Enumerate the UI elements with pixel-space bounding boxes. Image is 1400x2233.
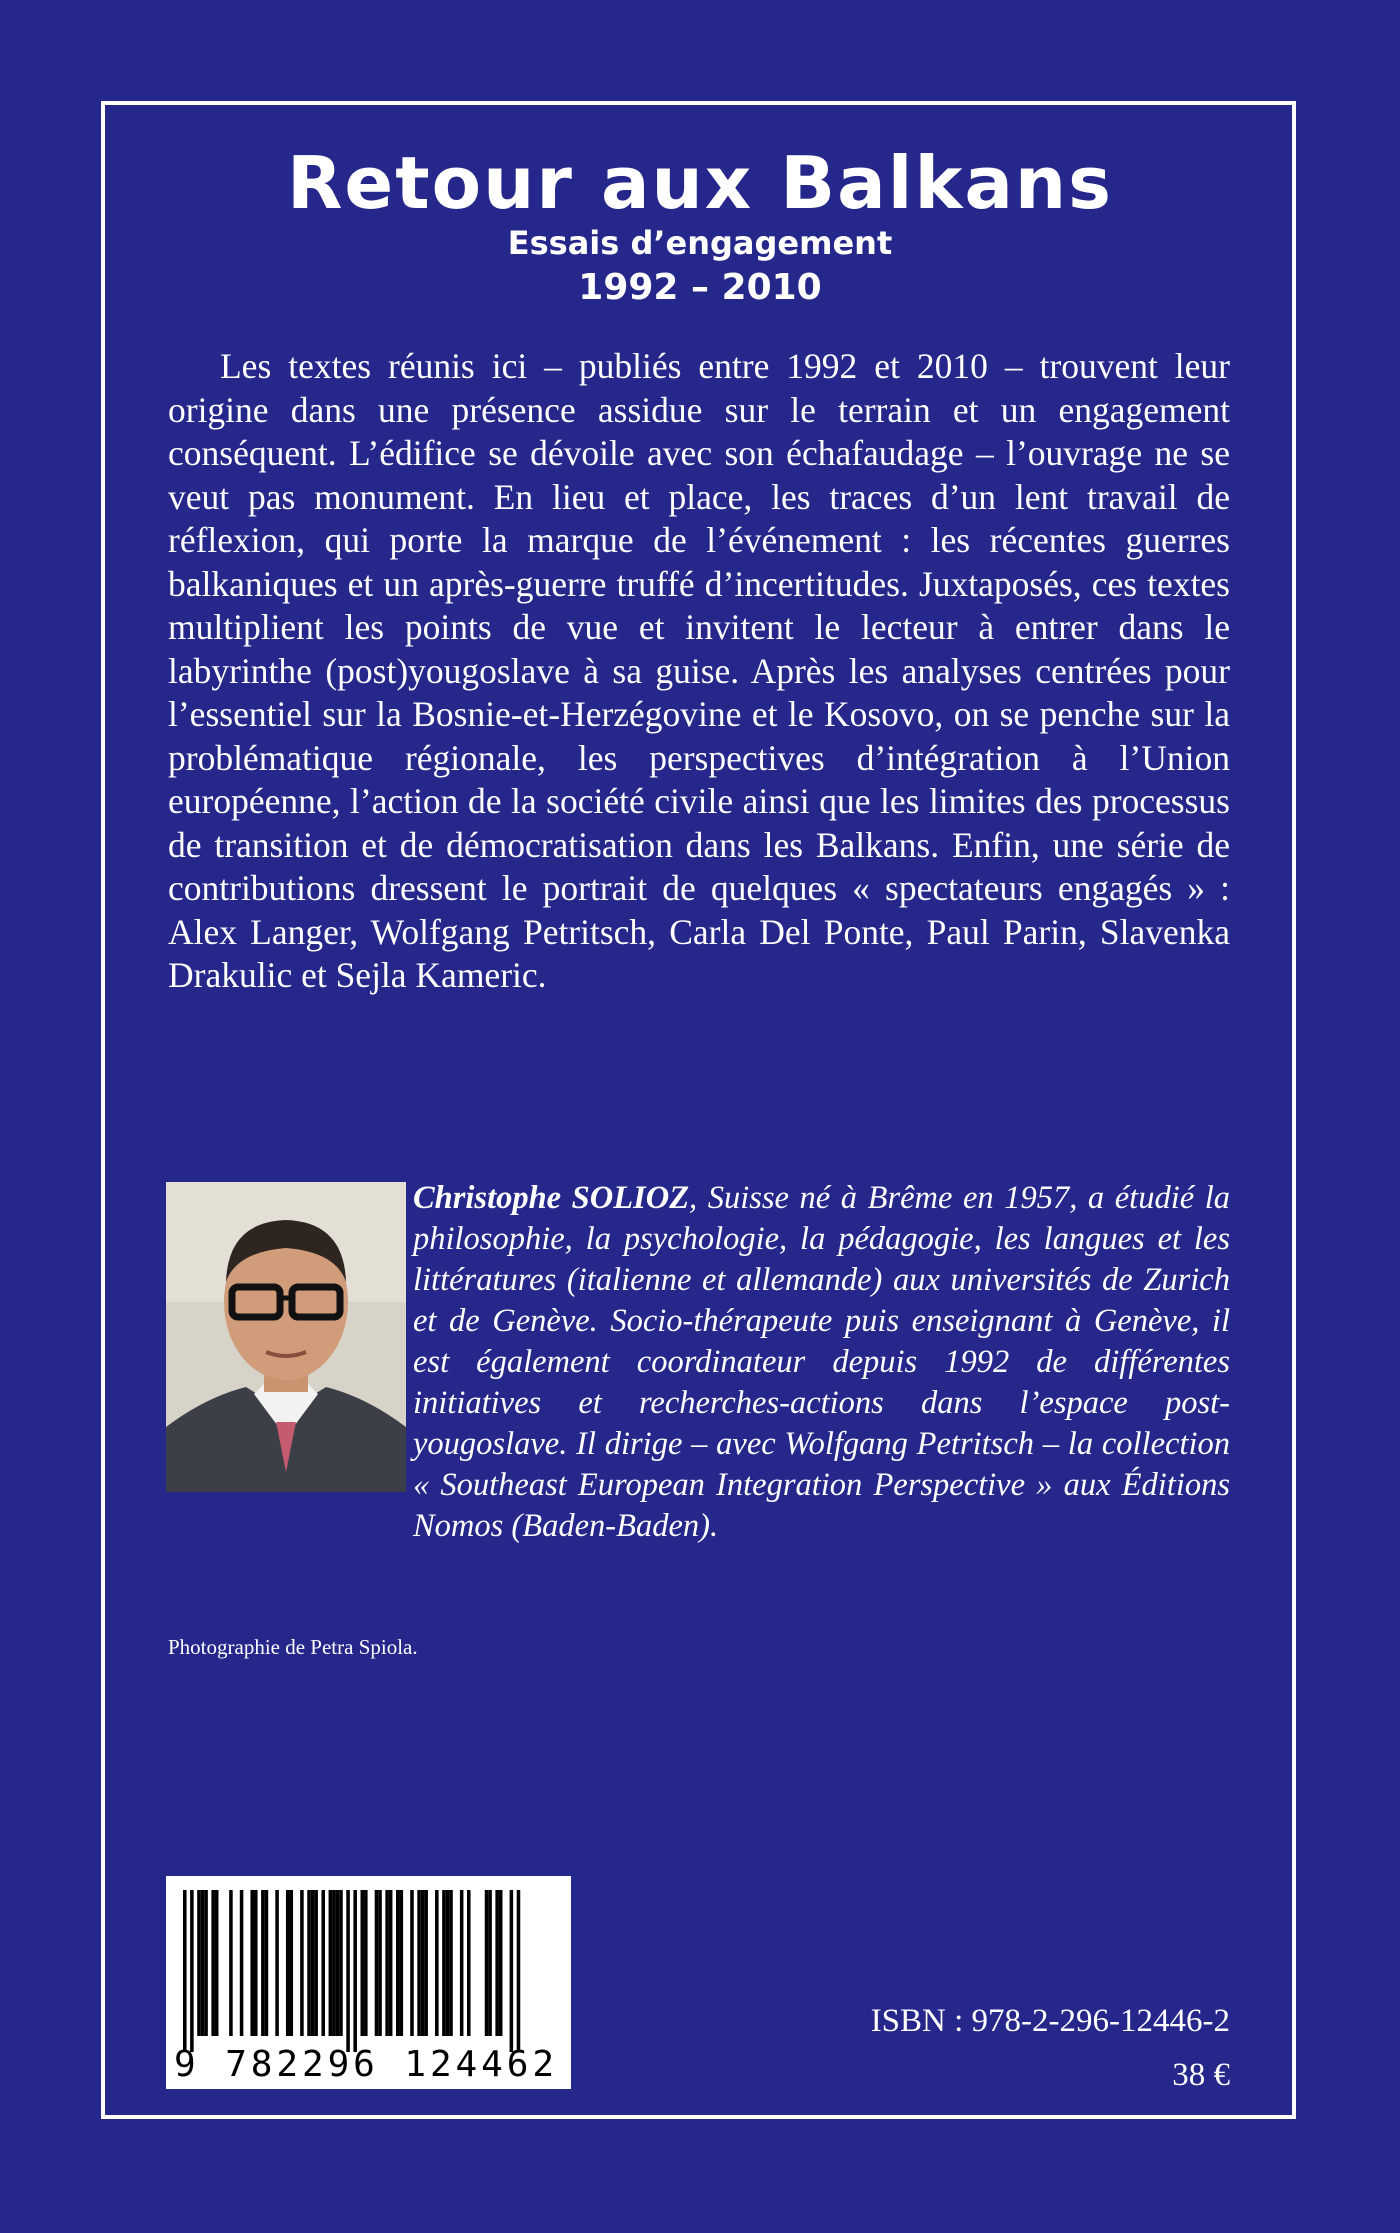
barcode-bar (446, 1890, 450, 2036)
isbn: ISBN : 978-2-296-12446-2 (870, 2003, 1230, 2039)
author-name: Christophe SOLIOZ (413, 1180, 690, 1216)
barcode-bar (485, 1890, 489, 2036)
summary-text: Les textes réunis ici – publiés entre 1992 et 2010 – trouvent leur origine dans une présence assidue sur le terrain et un engagement conséquent. L’édifice se dévoile avec son échafaudage – l’ouvrage ne se veut pas monument. En lieu et place, les traces d’un lent travail de réflexion, qui porte la marque de l’événement : les récentes guerres balkaniques et un après-guerre truffé d’incertitudes. Juxtaposés, ces textes multiplient les points de vue et invitent le lecteur à entrer dans le labyrinthe (post)yougoslave à sa guise. Après les analyses centrées pour l’essentiel sur la Bosnie-et-Herzégovine et le Kosovo, on se penche sur la problématique régionale, les perspectives d’intégration à l’Union européenne, l’action de la société civile ainsi que les limites des processus de transition et de démocratisation dans les Balkans. Enfin, une série de contributions dressent le portrait de quelques « spectateurs engagés » : Alex Langer, Wolfgang Petritsch, Carla Del Ponte, Paul Parin, Slavenka Drakulic et Sejla Kameric. (168, 346, 1230, 995)
barcode-bar (396, 1890, 400, 2036)
barcode-bar (517, 1890, 521, 2052)
barcode-bar (307, 1890, 311, 2036)
barcode (166, 1876, 571, 2089)
barcode-bar (321, 1890, 325, 2036)
barcode-bar (204, 1890, 208, 2036)
barcode-bar (250, 1890, 254, 2036)
barcode-bar (495, 1890, 499, 2036)
barcode-bar (300, 1890, 304, 2036)
author-bio-text: , Suisse né à Brême en 1957, a étudié la philosophie, la psychologie, la pédagogie, les langues et les littératures (italienne et allemande) aux universités de Zurich et de Genève. Socio-thérapeute puis enseignant à Genève, il est également coordinateur depuis 1992 de différentes initiatives et recherches-actions dans l’espace post-yougoslave. Il dirige – avec Wolfgang Petritsch – la collection « Southeast European Integration Perspective » aux Éditions Nomos (Baden-Baden). (413, 1180, 1230, 1544)
barcode-bar (286, 1890, 290, 2036)
barcode-bar (417, 1890, 421, 2036)
photo-wrap-space (168, 1178, 413, 1553)
barcode-bar (254, 1890, 258, 2036)
barcode-bar (265, 1890, 269, 2036)
price: 38 € (1172, 2057, 1230, 2093)
barcode-bar (346, 1890, 350, 2052)
barcode-bars (166, 1876, 571, 2089)
barcode-bar (339, 1890, 343, 2036)
barcode-bar (499, 1890, 503, 2036)
barcode-bar (400, 1890, 404, 2036)
book-title: Retour aux Balkans (286, 141, 1114, 225)
barcode-bar (215, 1890, 219, 2036)
barcode-bar (336, 1890, 340, 2036)
barcode-bar (201, 1890, 205, 2036)
barcode-bar (261, 1890, 265, 2036)
author-bio (168, 1178, 1230, 1553)
barcode-bar (510, 1890, 514, 2052)
barcode-bar (211, 1890, 215, 2036)
barcode-bar (332, 1890, 336, 2036)
photo-credit: Photographie de Petra Spiola. (168, 1635, 418, 1659)
barcode-bar (378, 1890, 382, 2036)
barcode-digits: 9 782296 124462 (174, 2044, 554, 2085)
barcode-bar (385, 1890, 389, 2036)
barcode-bar (488, 1890, 492, 2036)
barcode-bar (275, 1890, 279, 2036)
barcode-bar (361, 1890, 365, 2036)
barcode-bar (449, 1890, 453, 2036)
barcode-bar (442, 1890, 446, 2036)
barcode-bar (314, 1890, 318, 2036)
barcode-bar (290, 1890, 294, 2036)
barcode-bar (229, 1890, 233, 2036)
barcode-bar (389, 1890, 393, 2036)
barcode-bar (353, 1890, 357, 2052)
barcode-bar (424, 1890, 428, 2036)
barcode-bar (240, 1890, 244, 2036)
barcode-bar (197, 1890, 201, 2036)
barcode-bar (329, 1890, 333, 2036)
barcode-bar (375, 1890, 379, 2036)
barcode-bar (421, 1890, 425, 2036)
book-subtitle: Essais d’engagement (507, 224, 893, 262)
barcode-bar (435, 1890, 439, 2036)
barcode-bar (190, 1890, 194, 2052)
barcode-bar (410, 1890, 414, 2036)
barcode-bar (183, 1890, 187, 2052)
barcode-bar (467, 1890, 471, 2036)
book-years: 1992 – 2010 (578, 267, 822, 308)
barcode-bar (311, 1890, 315, 2036)
barcode-bar (364, 1890, 368, 2036)
barcode-bar (460, 1890, 464, 2036)
